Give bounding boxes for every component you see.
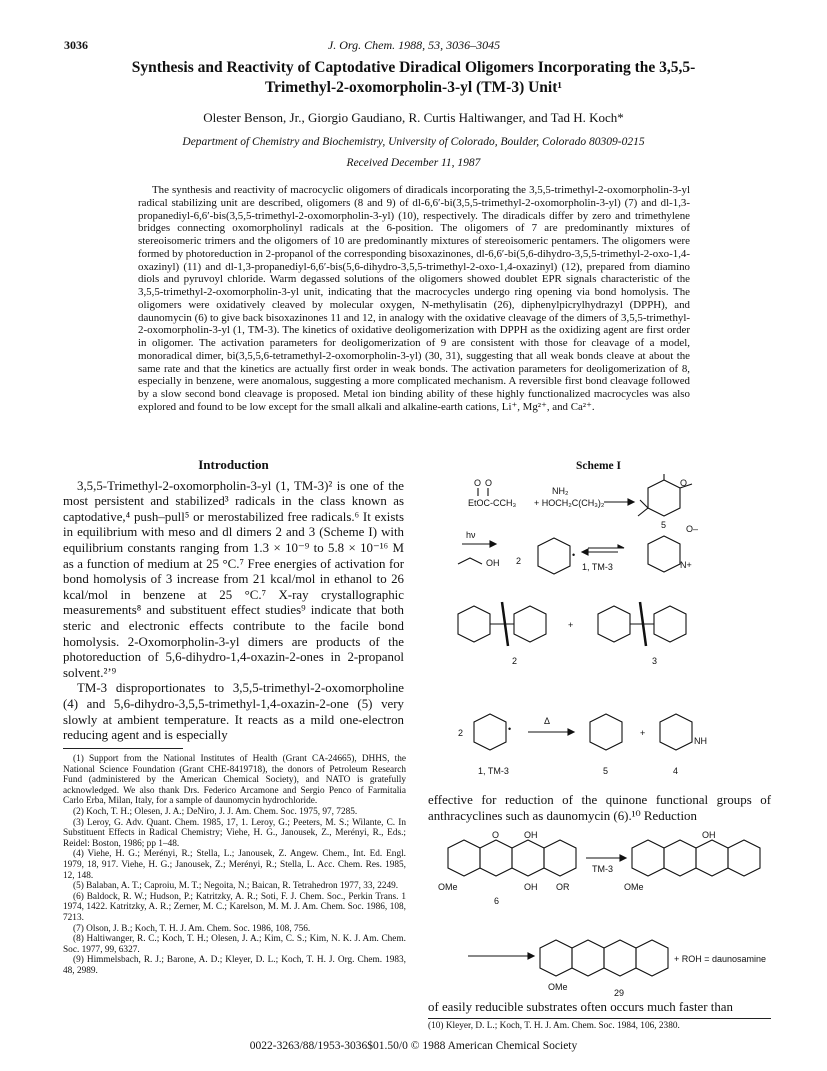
running-header <box>64 38 764 54</box>
compound-number: 5 <box>661 520 667 530</box>
atom-label: OMe <box>438 882 458 892</box>
plus-sign: + <box>568 620 574 630</box>
footnote: (5) Balaban, A. T.; Caproiu, M. T.; Negoita, N.; Baican, R. Tetrahedron 1977, 33, 2249. <box>73 881 399 892</box>
compound-number: 3 <box>652 656 658 666</box>
affiliation: Department of Chemistry and Biochemistry, University of Colorado, Boulder, Colorado 80309-0215 <box>182 136 645 148</box>
light-label: hν <box>466 530 476 540</box>
right-paragraph-1: effective for reduction of the quinone functional groups of anthracyclines such as daunomycin (6).¹⁰ Reduction <box>428 793 771 823</box>
tm3-radical-ring <box>474 714 506 750</box>
abstract: The synthesis and reactivity of macrocyclic oligomers of diradicals incorporating the 3,5,5-trimethyl-2-oxomorpholin-3-yl radical stabilizing unit are described, oligomers (8 and 9) of dl-6,6′-bi(3,5,5-trimethyl-2-oxomorpholin-3-yl) (7) and dl-1,3-propanediyl-6,6′-bis(3,5,5-trimethyl-2-oxomorpholin-3-yl) (10), respectively. The diradicals differ by zero and trimethylene bridges connecting oxomorpholinyl radicals at the 6-position. The oligomers of 7 are predominantly mixtures of stereoisomeric trimers and the oligomers of 10 are predominantly mixtures of stereoisomeric pentamers. The oligomers were formed by photoreduction in 2-propanol of the corresponding bisoxazinones, dl-6,6′-bi(5,6-dihydro-3,5,5-trimethyl-2-oxo-1,4-oxazinyl) (11) and dl-1,3-propanediyl-6,6′-bis(5,6-dihydro-3,5,5-trimethyl-2-oxo-1,4-oxazinyl) (12), prepared from diamino diols and pyruvoyl chloride. Warm degassed solutions of the oligomers showed doublet EPR signals characteristic of the 3,5,5-trimethyl-2-oxomorpholin-3-yl unit, indicating that the macrocycles undergo ring opening via bond homolysis. The oligomers were oxidatively cleaved by molecular oxygen, N-methylisatin (26), diphenylpicrylhydrazyl (DPPH), and daunomycin (6) to give back bisoxazinones 11 and 12, in analogy with the oxidative cleavage of the dimers of 3,5,5-trimethyl-2-oxomorpholin-3-yl (1, TM-3). The kinetics of oxidative deoligomerization with DPPH as the oxidizing agent are first order in oligomer. The activation parameters for deoligomerization of 9 are consistent with those for cleavage of a model, monoradical dimer, bi(3,5,5,6-tetramethyl-2-oxomorpholin-3-yl) (30, 31), suggesting that all weak bonds cleave at about the same rate and that the kinetics are actually first order in weak bonds. The activation parameters for deoligomerization of 8, especially in benzene, were anomalous, suggesting a more complicated mechanism. A reversible first bond cleavage followed by a slow second bond cleavage is proposed. Metal ion binding ability of these highly functionalized macrocycles was also explored and found to be low except for the small alkali and alkaline-earth cations, Li⁺, Mg²⁺, and Ca²⁺. <box>138 184 690 413</box>
intro-paragraph-1: 3,5,5-Trimethyl-2-oxomorpholin-3-yl (1, TM-3)² is one of the most persistent and stabilized³ radicals in the class known as captodative,⁴ push–pull⁵ or merostabilized free radicals.⁶ It exists in equilibrium with meso and dl dimers 2 and 3 (Scheme I) with equilibrium constants ranging from 1.3 × 10⁻⁹ to 5.8 × 10⁻¹⁶ M as a function of medium at 25 °C.⁷ Free energies of activation for bond homolysis of 3 increase from 21 kcal/mol in ethanol to 26 kcal/mol in benzene at 25 °C.⁷ X-ray crystallographic measurements⁸ and substituent effect studies⁹ indicate that both steric and electronic effects contribute to the facile bond homolysis. 2-Oxomorpholin-3-yl dimers are products of the photoreduction of 5,6-dihydro-1,4-oxazin-2-ones in 2-propanol solvent.²ʼ⁹ <box>63 478 404 680</box>
plus-sign: + <box>640 728 646 738</box>
radical-dot: • <box>508 724 512 734</box>
scheme-row-synthesis <box>468 474 692 530</box>
atom-label: NH <box>694 736 707 746</box>
atom-label: OR <box>556 882 570 892</box>
footnote: (1) Support from the National Institutes of Health (Grant CA-24665), DHHS, the National Science Foundation (Grant CHE-8419718), the donors of Petroleum Research Fund (administered by the American Chemical Society), and NATO is gratefully acknowledged. We also thank Drs. Federico Arcamone and Sergio Penco of Farmitalia Carlo Erba, Milan, Italy, for a sample of daunomycin hydrochloride. <box>63 754 406 807</box>
reagent-label: TM-3 <box>592 864 613 874</box>
product-29-structure <box>468 940 766 998</box>
received-date: Received December 11, 1987 <box>346 157 481 169</box>
compound-number: 2 <box>512 656 518 666</box>
compound-number: 29 <box>614 988 625 998</box>
dimer-ring <box>458 606 490 642</box>
amine-label: NH₂ <box>552 486 569 496</box>
footnote: (6) Baldock, R. W.; Hudson, P.; Katritzky, A. R.; Soti, F. J. Chem. Soc., Perkin Trans. 1 1974, 1422. Katritzky, A. R.; Zerner, M. C.; Karelson, M. M. J. Am. Chem. Soc. 1986, 108, 7213. <box>63 891 406 923</box>
resonance-ring <box>648 536 680 572</box>
atom-label: OH <box>486 558 500 568</box>
footnote: (3) Leroy, G. Adv. Quant. Chem. 1985, 17, 1. Leroy, G.; Peeters, M. S.; Wilante, C. In Substituent Effects in Radical Chemistry; Viehe, H. G., Janousek, Z., Merényi, R., Eds.; Reidel: Boston, 1986; pp 1–48. <box>63 817 406 849</box>
oxazinone-ring <box>590 714 622 750</box>
footnote: (8) Haltiwanger, R. C.; Koch, T. H.; Olesen, J. A.; Kim, C. S.; Kim, N. K. J. Am. Chem. Soc. 1977, 99, 6327. <box>63 934 406 955</box>
dimer-ring <box>514 606 546 642</box>
dimer-ring <box>654 606 686 642</box>
tm3-radical-ring <box>538 538 570 574</box>
scheme-i-diagram <box>428 474 773 786</box>
scheme-row-disproportionation <box>458 714 707 776</box>
intro-paragraph-2: TM-3 disproportionates to 3,5,5-trimethyl-2-oxomorpholine (4) and 5,6-dihydro-3,5,5-trimethyl-1,4-oxazin-2-one (5) very slowly at ambient temperature. It reacts as a mild one-electron reducing agent and is especially <box>63 681 404 743</box>
footnote: (7) Olson, J. B.; Koch, T. H. J. Am. Chem. Soc. 1986, 108, 756. <box>73 923 311 934</box>
footnote: (10) Kleyer, D. L.; Koch, T. H. J. Am. Chem. Soc. 1984, 106, 2380. <box>428 1021 680 1031</box>
reduced-daunomycin-structure <box>624 830 760 892</box>
tm3-label: 1, TM-3 <box>478 766 509 776</box>
introduction-section <box>63 457 404 744</box>
scheme-row-dimers <box>458 602 686 666</box>
heat-label: Δ <box>544 716 551 726</box>
atom-label: O <box>485 478 493 488</box>
radical-dot: • <box>572 550 576 560</box>
dimer-ring <box>598 606 630 642</box>
morpholinone-ring <box>660 714 692 750</box>
atom-label: OH <box>702 830 716 840</box>
byproduct-label: + ROH = daunosamine <box>674 954 767 964</box>
copyright-footer: 0022-3263/88/1953-3036$01.50/0 © 1988 American Chemical Society <box>249 1040 578 1052</box>
compound-number: 4 <box>673 766 679 776</box>
atom-label: O <box>492 830 500 840</box>
footnote: (2) Koch, T. H.; Olesen, J. A.; DeNiro, J. J. Am. Chem. Soc. 1975, 97, 7285. <box>73 806 358 817</box>
atom-label: OH <box>524 830 538 840</box>
atom-label: O <box>474 478 482 488</box>
scheme-row-photoreduction <box>458 524 698 574</box>
page-number: 3036 <box>64 38 88 52</box>
daunomycin-reduction-diagram <box>428 828 773 1000</box>
footnote-divider <box>428 1018 771 1019</box>
atom-label: OH <box>524 882 538 892</box>
compound-number: 5 <box>603 766 609 776</box>
right-paragraph-2: of easily reducible substrates often occurs much faster than <box>428 1000 733 1014</box>
article-title: Synthesis and Reactivity of Captodative Diradical Oligomers Incorporating the 3,5,5-Trimethyl-2-oxomorpholin-3-yl (TM-3) Unit¹ <box>131 59 696 96</box>
tm3-label: 1, TM-3 <box>582 562 613 572</box>
author-list: Olester Benson, Jr., Giorgio Gaudiano, R. Curtis Haltiwanger, and Tad H. Koch* <box>203 110 624 125</box>
footnote: (4) Viehe, H. G.; Merényi, R.; Stella, L.; Janousek, Z. Angew. Chem., Int. Ed. Engl. 1979, 18, 917. Viehe, H. G.; Janousek, Z.; Merényi, R.; Stella, L. Acc. Chem. Res. 1985, 12, 148. <box>63 849 406 881</box>
section-heading: Introduction <box>198 457 269 472</box>
stoichiometry: 2 <box>458 728 464 738</box>
journal-citation: J. Org. Chem. 1988, 53, 3036–3045 <box>327 38 501 52</box>
footnote-divider <box>63 748 183 749</box>
reagent-label: EtOC-CCH₃ <box>468 498 517 508</box>
scheme-title: Scheme I <box>575 460 622 472</box>
daunomycin-structure <box>438 830 576 906</box>
atom-label: OMe <box>624 882 644 892</box>
atom-label: OMe <box>548 982 568 992</box>
atom-label: N+ <box>680 560 692 570</box>
atom-label: O <box>680 478 688 488</box>
atom-label: O– <box>686 524 699 534</box>
footnotes <box>63 754 406 976</box>
stoichiometry: 2 <box>516 556 522 566</box>
footnote: (9) Himmelsbach, R. J.; Barone, A. D.; Kleyer, D. L.; Koch, T. H. J. Org. Chem. 1983, 48, 2989. <box>63 955 406 976</box>
compound-number: 6 <box>494 896 500 906</box>
oxazinone-ring <box>648 480 680 516</box>
reagent-label: + HOCH₂C(CH₃)₂ <box>534 498 605 508</box>
